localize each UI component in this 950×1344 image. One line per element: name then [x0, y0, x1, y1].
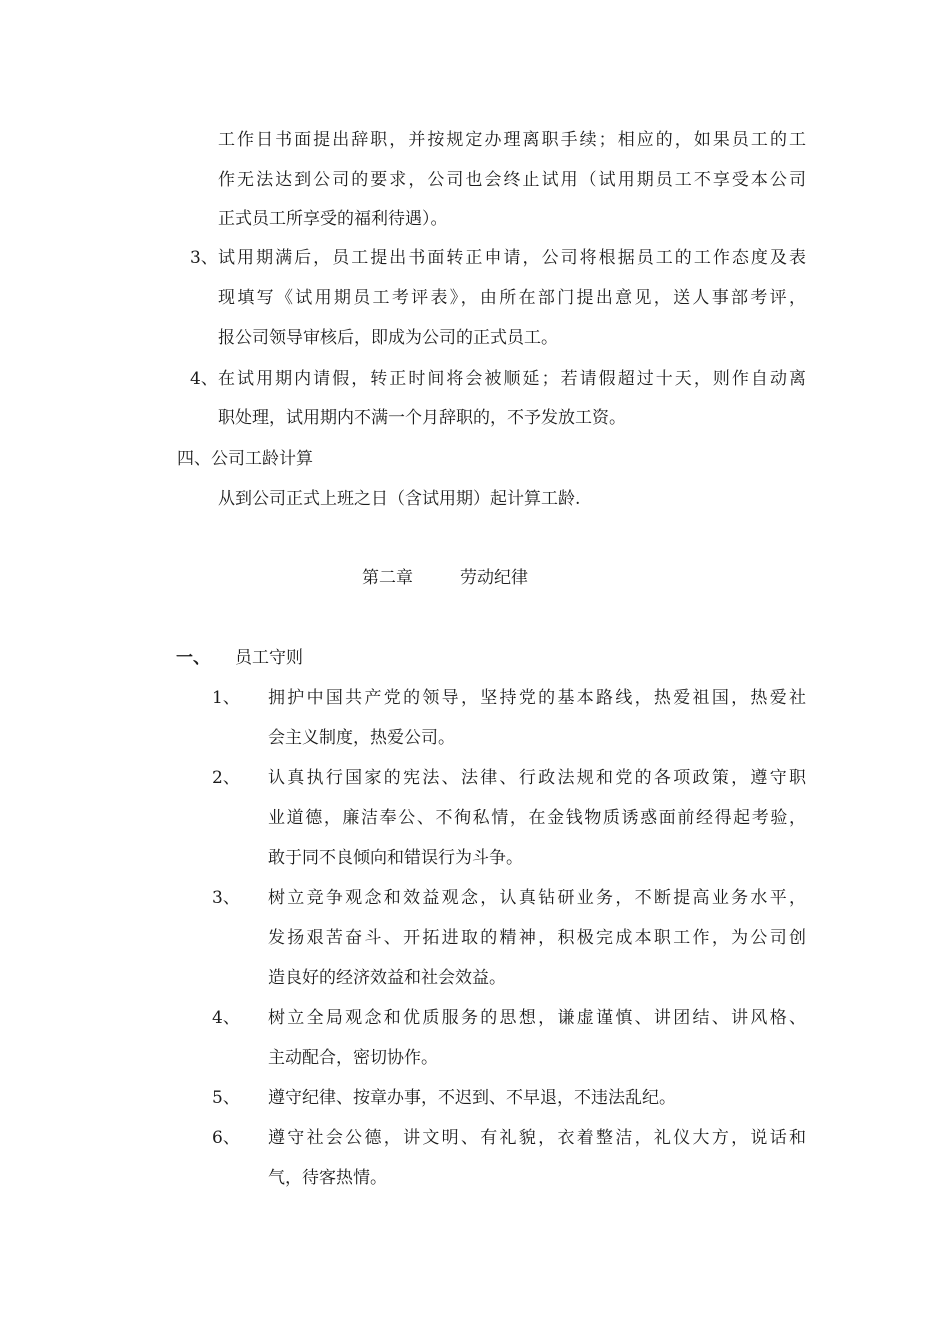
- rule-line: 会主义制度，热爱公司。: [268, 728, 455, 748]
- rule-line: 造良好的经济效益和社会效益。: [268, 968, 506, 988]
- rule-line: 敢于同不良倾向和错误行为斗争。: [268, 848, 523, 868]
- list-item-number: 4、: [190, 369, 218, 389]
- list-item-number: 3、: [190, 248, 218, 268]
- chapter-number: 第二章: [362, 568, 413, 588]
- section-title: 员工守则: [235, 648, 303, 668]
- paragraph-line: 正式员工所享受的福利待遇）。: [218, 209, 448, 229]
- rule-line: 发扬艰苦奋斗、开拓进取的精神，积极完成本职工作，为公司创: [268, 928, 806, 948]
- rule-number: 6、: [212, 1128, 240, 1148]
- rule-line: 遵守社会公德，讲文明、有礼貌，衣着整洁，礼仪大方，说话和: [268, 1128, 806, 1148]
- paragraph-line: 现填写《试用期员工考评表》，由所在部门提出意见，送人事部考评，: [218, 288, 806, 308]
- rule-line: 业道德，廉洁奉公、不徇私情，在金钱物质诱惑面前经得起考验，: [268, 808, 806, 828]
- rule-number: 2、: [212, 768, 240, 788]
- paragraph-line: 工作日书面提出辞职，并按规定办理离职手续；相应的，如果员工的工: [218, 130, 806, 150]
- chapter-title: 劳动纪律: [460, 568, 528, 588]
- paragraph-line: 作无法达到公司的要求，公司也会终止试用（试用期员工不享受本公司: [218, 170, 806, 190]
- rule-number: 4、: [212, 1008, 240, 1028]
- rule-number: 1、: [212, 688, 240, 708]
- section-number: 一、: [176, 648, 210, 668]
- rule-line: 树立竞争观念和效益观念，认真钻研业务，不断提高业务水平，: [268, 888, 806, 908]
- rule-line: 主动配合，密切协作。: [268, 1048, 438, 1068]
- paragraph-line: 在试用期内请假，转正时间将会被顺延；若请假超过十天，则作自动离: [218, 369, 806, 389]
- rule-line: 气，待客热情。: [268, 1168, 387, 1188]
- rule-line: 拥护中国共产党的领导，坚持党的基本路线，热爱祖国，热爱社: [268, 688, 806, 708]
- rule-number: 3、: [212, 888, 240, 908]
- section-body: 从到公司正式上班之日（含试用期）起计算工龄.: [218, 489, 581, 509]
- paragraph-line: 职处理，试用期内不满一个月辞职的，不予发放工资。: [218, 408, 626, 428]
- rule-line: 遵守纪律、按章办事，不迟到、不早退，不违法乱纪。: [268, 1088, 676, 1108]
- section-heading: 四、公司工龄计算: [177, 449, 313, 469]
- paragraph-line: 试用期满后，员工提出书面转正申请，公司将根据员工的工作态度及表: [218, 248, 806, 268]
- paragraph-line: 报公司领导审核后，即成为公司的正式员工。: [218, 328, 558, 348]
- rule-line: 认真执行国家的宪法、法律、行政法规和党的各项政策，遵守职: [268, 768, 806, 788]
- rule-number: 5、: [212, 1088, 240, 1108]
- rule-line: 树立全局观念和优质服务的思想，谦虚谨慎、讲团结、讲风格、: [268, 1008, 806, 1028]
